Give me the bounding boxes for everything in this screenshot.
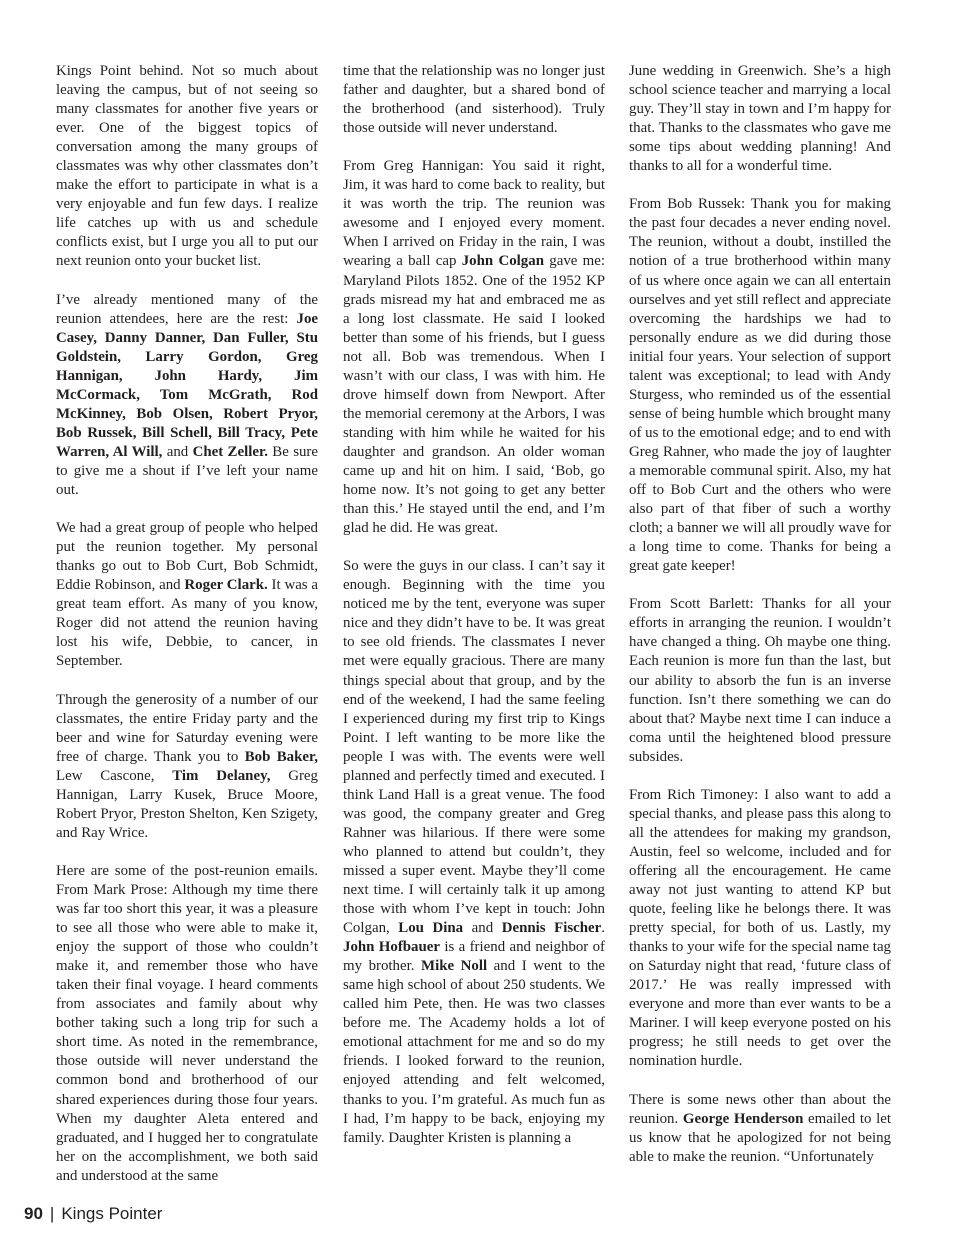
bold-name-run: John Colgan (461, 253, 544, 270)
article-paragraph (56, 862, 318, 1186)
article-paragraph (56, 691, 318, 843)
text-run: and (463, 920, 502, 937)
text-run: gave me: Maryland Pilots 1852. One of the 1952 KP grads misread my hat and embraced me as a long lost classmate. He said I looked better than some of his friends, but I guess not all. Bob was tremendous. When I wasn’t with our class, I was with him. He drove himself down from Newport. After the memorial ceremony at the Arbors, I was standing with him while he waited for his daughter and grandson. An older woman came up and hit on him. I said, ‘Bob, go home now. It’s not going to get any better than this.’ He stayed until the end, and I’m glad he did. He was great. (343, 253, 606, 537)
bold-name-run: Dennis Fischer (501, 920, 602, 937)
article-paragraph (629, 195, 891, 576)
text-run: From Bob Russek: Thank you for making the past four decades a never ending novel. The reunion, without a doubt, instilled the notion of a true brotherhood within many of us where once again we can all entertain ourselves and yet still reflect and appreciate overcoming the hardships we had to personally endure as we did during those initial four years. Your selection of support talent was exceptional; to lead with Andy Sturgess, who reminded us of the essential sense of being humble which brought many of us to the emotional edge; and to end with Greg Rahner, who made the joy of laughter a memorable communal spirit. Also, my hat off to Bob Curt and the others who were also part of that fiber of such a worthy cloth; a banner we will all proudly wave for a long time to come. Thanks for being a great gate keeper! (629, 196, 891, 575)
article-paragraph (629, 595, 891, 766)
bold-name-run: Chet Zeller. (192, 443, 268, 460)
article-paragraph (343, 157, 605, 538)
text-run: Here are some of the post-reunion emails. From Mark Prose: Although my time there was far too short this year, it was a pleasure to see all those who were able to make it, enjoy the support of those who couldn’t make it, and remember those who have taken their final voyage. I heard comments from associates and family about why bother taking such a long trip for such a short time. As noted in the remembrance, those outside will never understand the common bond and brotherhood of our shared experiences during those four years. When my daughter Aleta entered and graduated, and I hugged her to congratulate her on the accomplishment, we both said and understood at the same (56, 862, 318, 1184)
page-number: 90 (24, 1204, 43, 1223)
bold-name-run: Tim Delaney, (172, 767, 271, 784)
article-paragraph (629, 62, 891, 176)
text-run: June wedding in Greenwich. She’s a high school science teacher and marrying a local guy. They’ll stay in town and I’m happy for that. Thanks to the classmates who gave me some tips about wedding planning! And thanks to all for a wonderful time. (629, 63, 891, 175)
bold-name-run: Bob Baker, (244, 748, 318, 765)
bold-name-run: Roger Clark. (184, 577, 268, 594)
article-paragraph (56, 62, 318, 272)
text-run: and (162, 443, 193, 460)
article-paragraph (343, 557, 605, 1147)
text-run: Lew Cascone, (56, 767, 173, 784)
text-run: Be sure to give me a shout if I’ve left your name out. (56, 443, 319, 499)
bold-name-run: George Henderson (682, 1110, 804, 1127)
bold-name-run: Lou Dina (398, 920, 464, 937)
article-column-3 (629, 62, 891, 1167)
text-run: and I went to the same high school of about 250 students. We called him Pete, then. He was two classes before me. The Academy holds a lot of emotional attachment for me and so do my friends. I looked forward to the reunion, enjoyed attending and felt welcomed, thanks to you. I’m grateful. As much fun as I had, I’m happy to be back, enjoying my family. Daughter Kristen is planning a (343, 958, 606, 1146)
article-paragraph (629, 786, 891, 1072)
text-run: So were the guys in our class. I can’t say it enough. Beginning with the time you noticed me by the tent, everyone was super nice and they didn’t have to be. It was great to see old friends. The classmates I never met were equally gracious. There are many things special about that group, and by the end of the weekend, I had the same feeling I experienced during my first trip to Kings Point. I left wanting to be more like the people I was with. The events were well planned and perfectly timed and executed. I think Land Hall is a great venue. The food was good, the company greater and Greg Rahner was hilarious. If there were some who planned to attend but couldn’t, they missed a super event. Maybe they’ll come next time. I will certainly talk it up among those with whom I’ve kept in touch: John Colgan, (343, 558, 605, 937)
bold-name-run: Mike Noll (421, 958, 488, 975)
text-run: There is some news other than about the reunion. (629, 1091, 891, 1127)
bold-name-run: Joe Casey, Danny Danner, Dan Fuller, Stu Goldstein, Larry Gordon, Greg Hannigan, John Hardy, Jim McCormack, Tom McGrath, Rod McKinney, Bob Olsen, Robert Pryor, Bob Russek, Bill Schell, Bill Tracy, Pete Warren, Al Will, (56, 310, 318, 460)
article-column-2 (343, 62, 605, 1148)
article-paragraph (343, 62, 605, 138)
text-run: Kings Point behind. Not so much about leaving the campus, but of not seeing so many classmates for another five years or ever. One of the biggest topics of conversation among the many groups of classmates was why other classmates don’t make the effort to participate in what is a very enjoyable and fun few days. I realize life catches up with us and schedule conflicts exist, but I urge you all to put our next reunion onto your bucket list. (56, 63, 318, 270)
text-run: . (601, 920, 606, 937)
text-run: From Scott Barlett: Thanks for all your efforts in arranging the reunion. I wouldn’t have changed a thing. Oh maybe one thing. Each reunion is more fun than the last, but our ability to absorb the fun is an inverse function. Isn’t there something we can do about that? Maybe next time I can induce a coma until the heightened blood pressure subsides. (629, 596, 891, 765)
article-paragraph (629, 1091, 891, 1167)
footer-separator: | (49, 1204, 55, 1223)
page-footer (24, 1204, 162, 1224)
text-run: time that the relationship was no longer just father and daughter, but a shared bond of the brotherhood (and sisterhood). Truly those outside will never understand. (343, 63, 605, 137)
text-run: It was a great team effort. As many of you know, Roger did not attend the reunion having lost his wife, Debbie, to cancer, in September. (56, 577, 319, 670)
text-run: From Rich Timoney: I also want to add a special thanks, and please pass this along to all the attendees for making my grandson, Austin, feel so welcome, included and for offering all the encouragement. He came away not just wanting to attend KP but quote, feeling like he belongs there. It was pretty special, for both of us. Lastly, my thanks to your wife for the special name tag on Saturday night that read, ‘future class of 2017.’ He was really impressed with everyone and more than ever wants to be a Mariner. I will keep everyone posted on his progress; he still needs to get over the nomination hurdle. (629, 786, 891, 1070)
text-run: emailed to let us know that he apologized for not being able to make the reunion. “Unfortunately (629, 1110, 891, 1165)
article-paragraph (56, 519, 318, 671)
text-run: From Greg Hannigan: You said it right, Jim, it was hard to come back to reality, but it was worth the trip. The reunion was awesome and I enjoyed every moment. When I arrived on Friday in the rain, I was wearing a ball cap (343, 158, 605, 270)
article-paragraph (56, 291, 318, 501)
text-run: We had a great group of people who helped put the reunion together. My personal thanks go out to Bob Curt, Bob Schmidt, Eddie Robinson, and (56, 520, 318, 594)
text-run: I’ve already mentioned many of the reunion attendees, here are the rest: (56, 291, 318, 327)
text-run: Through the generosity of a number of our classmates, the entire Friday party and the beer and wine for Saturday evening were free of charge. Thank you to (56, 691, 318, 765)
text-run: is a friend and neighbor of my brother. (343, 939, 605, 975)
article-column-1 (56, 62, 318, 1186)
bold-name-run: John Hofbauer (343, 939, 441, 956)
text-run: Greg Hannigan, Larry Kusek, Bruce Moore, Robert Pryor, Preston Shelton, Ken Szigety, and Ray Wrice. (56, 767, 318, 841)
publication-name: Kings Pointer (61, 1204, 163, 1223)
